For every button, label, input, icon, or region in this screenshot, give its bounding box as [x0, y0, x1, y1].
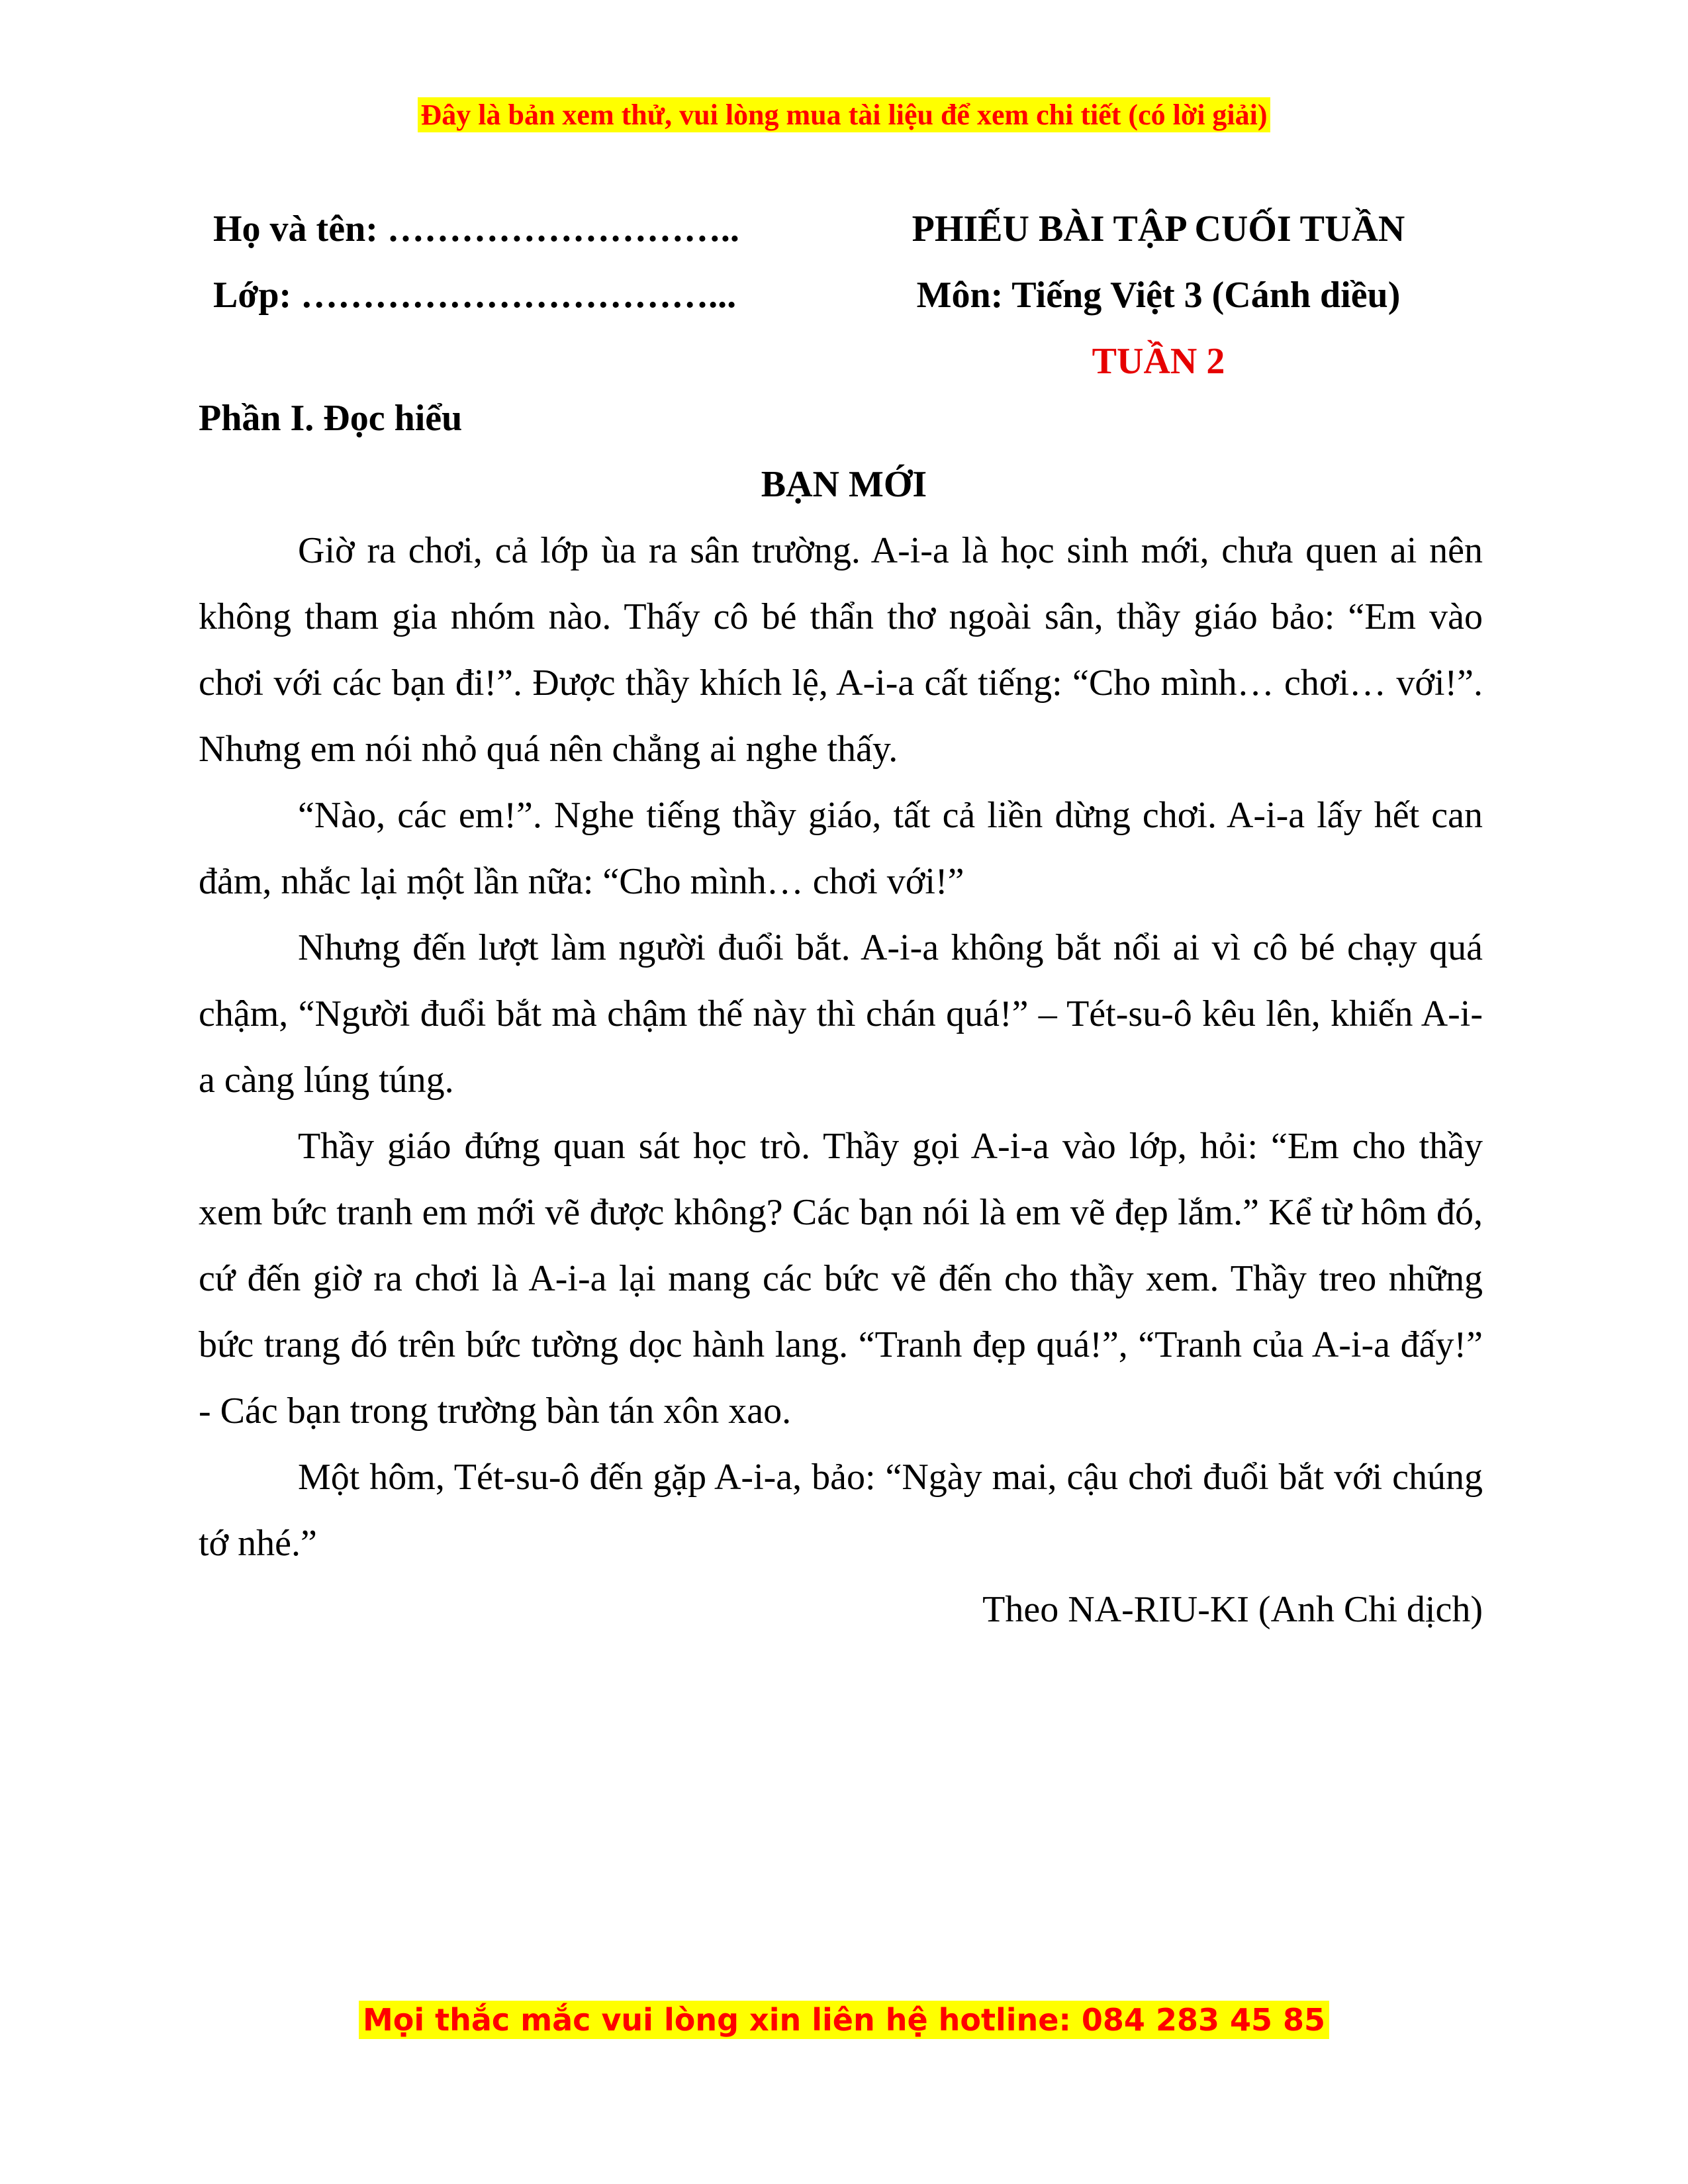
story-body [199, 518, 1483, 1576]
section-title: Phần I. Đọc hiểu [199, 398, 463, 439]
student-info [213, 196, 739, 328]
preview-notice-banner [0, 97, 1688, 134]
subject-label: Môn: Tiếng Việt 3 (Cánh diều) [916, 275, 1401, 316]
name-field-label: Họ và tên: ……………………….. [213, 208, 739, 250]
story-title: BẠN MỚI [761, 464, 927, 505]
class-field-label: Lớp: ……………………………... [213, 275, 737, 316]
story-paragraph: Một hôm, Tét-su-ô đến gặp A-i-a, bảo: “Ngày mai, cậu chơi đuổi bắt với chúng tớ nhé.” [199, 1457, 1483, 1564]
story-source: Theo NA-RIU-KI (Anh Chi dịch) [982, 1589, 1483, 1630]
story-paragraph: Nhưng đến lượt làm người đuổi bắt. A-i-a không bắt nổi ai vì cô bé chạy quá chậm, “Người đuổi bắt mà chậm thế này thì chán quá!” – Tét-su-ô kêu lên, khiến A-i-a càng lúng túng. [199, 927, 1483, 1101]
week-label: TUẦN 2 [1092, 341, 1225, 382]
story-paragraph: Thầy giáo đứng quan sát học trò. Thầy gọi A-i-a vào lớp, hỏi: “Em cho thầy xem bức tranh em mới vẽ được không? Các bạn nói là em vẽ đẹp lắm.” Kể từ hôm đó, cứ đến giờ ra chơi là A-i-a lại mang các bức vẽ đến cho thầy xem. Thầy treo những bức trang đó trên bức tường dọc hành lang. “Tranh đẹp quá!”, “Tranh của A-i-a đấy!” - Các bạn trong trường bàn tán xôn xao. [199, 1126, 1483, 1432]
hotline-text: Mọi thắc mắc vui lòng xin liên hệ hotline: 084 283 45 85 [359, 2001, 1329, 2039]
story-paragraph: “Nào, các em!”. Nghe tiếng thầy giáo, tất cả liền dừng chơi. A-i-a lấy hết can đảm, nhắc lại một lần nữa: “Cho mình… chơi với!” [199, 795, 1483, 902]
preview-notice-text: Đây là bản xem thử, vui lòng mua tài liệu để xem chi tiết (có lời giải) [418, 97, 1270, 132]
worksheet-title: PHIẾU BÀI TẬP CUỐI TUẦN [912, 208, 1405, 250]
story-paragraph: Giờ ra chơi, cả lớp ùa ra sân trường. A-i-a là học sinh mới, chưa quen ai nên không tham gia nhóm nào. Thấy cô bé thẩn thơ ngoài sân, thầy giáo bảo: “Em vào chơi với các bạn đi!”. Được thầy khích lệ, A-i-a cất tiếng: “Cho mình… chơi… với!”. Nhưng em nói nhỏ quá nên chẳng ai nghe thấy. [199, 530, 1483, 770]
worksheet-heading [827, 196, 1489, 394]
hotline-banner [0, 1999, 1688, 2041]
